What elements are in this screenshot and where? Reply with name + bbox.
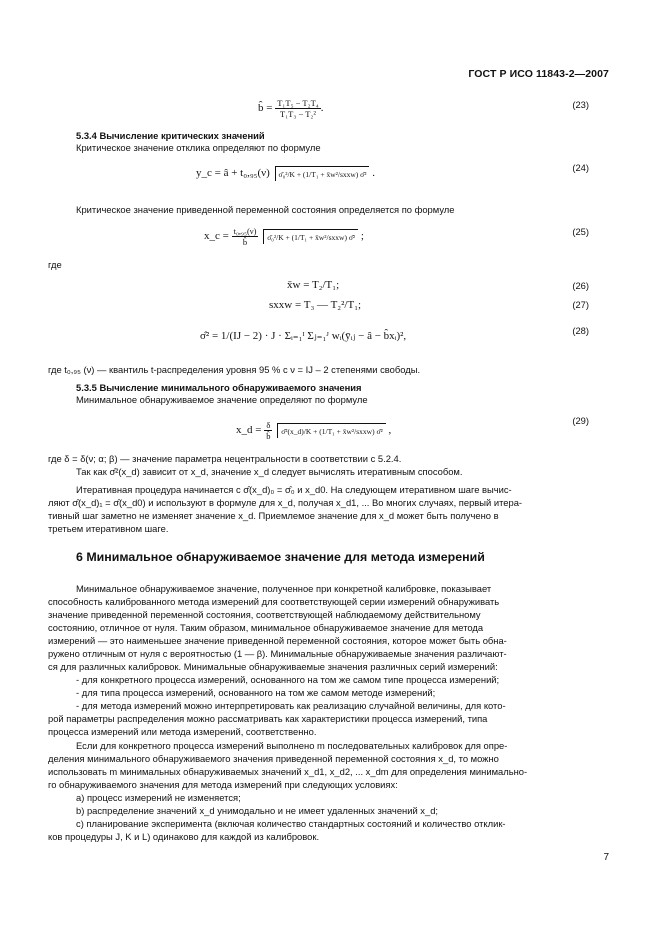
eq24-tail: . (372, 167, 375, 180)
eq28-number: (28) (572, 325, 589, 336)
eq29-tail: , (388, 424, 392, 437)
p6a-line-6: ружено отличным от нуля с вероятностью (1 — β). Минимальные обнаруживаемые значения различают- (48, 648, 507, 659)
section-6-heading: 6 Минимальное обнаруживаемое значение для метода измерений (76, 550, 485, 564)
page-number: 7 (603, 852, 609, 863)
eq23-numerator: T₁T₅ − T₂T₄ (277, 98, 319, 108)
where-label-1: где (48, 259, 62, 270)
eq24-lhs: y_c = â + t₀,₉₅(ν) (196, 167, 270, 180)
eq23-fraction (275, 98, 321, 119)
iteration-paragraph-1: Так как σ̂²(x_d) зависит от x_d, значение x_d следует вычислять итеративным способом. (76, 466, 463, 477)
section-5-3-4-intro: Критическое значение отклика определяют по формуле (76, 142, 321, 153)
iteration-line-1: Итеративная процедура начинается с σ̂(x_d)₀ = σ̂₀ и x_d0. На следующем итеративном шаге вычис- (76, 484, 512, 495)
list2-item-a: a) процесс измерений не изменяется; (76, 792, 241, 803)
list1-item-2: - для типа процесса измерений, основанного на том же самом методе измерений; (76, 687, 436, 698)
eq29-lhs: x_d = (236, 424, 262, 437)
p6a-line-7: ся для различных калибровок. Минимальные обнаруживаемые значения различных серий измерений: (48, 661, 498, 672)
eq25-fraction (232, 226, 259, 247)
t095-paragraph: где t₀,₉₅ (ν) — квантиль t-распределения уровня 95 % с ν = IJ – 2 степенями свободы. (48, 364, 421, 375)
list2-item-c: c) планирование эксперимента (включая количество стандартных состояний и количество отклик- (76, 818, 506, 829)
standard-code-header: ГОСТ Р ИСО 11843-2—2007 (468, 68, 609, 80)
equation-23 (258, 98, 323, 119)
p6a-line-2: способность калиброванного метода измерений для соответствующей серии измерений обнаруживать (48, 596, 500, 607)
equation-27: sxxw = T₃ — T₂²/T₁; (269, 299, 362, 311)
eq23-denominator: T₁T₃ − T₂² (280, 109, 316, 119)
equation-29 (236, 420, 391, 441)
iteration-line-2: ляют σ̂(x_d)₁ = σ̂(x_d0) и используют в формуле для x_d, получая x_d1, ... Во многих случаях, первый итера- (48, 497, 523, 508)
section-5-3-4-title: 5.3.4 Вычисление критических значений (76, 130, 265, 141)
p6b-line-3: использовать m минимальных обнаруживаемых значений x_d1, x_d2, ... x_dm для определения минимально- (48, 766, 528, 777)
p6a-line-1: Минимальное обнаруживаемое значение, полученное при конкретной калибровке, показывает (76, 583, 492, 594)
eq26-number: (26) (572, 280, 589, 291)
eq25-number: (25) (572, 226, 589, 237)
crit-state-paragraph: Критическое значение приведенной переменной состояния определяется по формуле (76, 204, 455, 215)
section-5-3-5-intro: Минимальное обнаруживаемое значение определяют по формуле (76, 394, 368, 405)
eq23-tail: . (320, 102, 324, 115)
p6a-line-5: измерений — это наименьшее значение приведенной переменной состояния, которое может быть обна- (48, 635, 507, 646)
eq29-numerator: δ (264, 420, 272, 431)
eq29-number: (29) (572, 415, 589, 426)
p6b-line-1: Если для конкретного процесса измерений выполнено m последовательных калибровок для опре- (76, 740, 508, 751)
list2-item-b: b) распределение значений x_d унимодально и не имеет удаленных значений x_d; (76, 805, 439, 816)
p6b-line-4: го обнаруживаемого значения для метода измерений при следующих условиях: (48, 779, 398, 790)
list1-item-3-cont-2: процесса измерений или метода измерений, соответственно. (48, 726, 317, 737)
eq23-number: (23) (572, 99, 589, 110)
p6a-line-3: значение приведенной переменной состояния, соответствующей наблюдаемому действительному (48, 609, 481, 620)
list1-item-1: - для конкретного процесса измерений, основанного на том же самом типе процесса измерений; (76, 674, 500, 685)
eq24-radical: σ̂₀²/K + (1/T₁ + x̄w²/sxxw) σ̂² (275, 166, 370, 181)
equation-25 (204, 226, 364, 247)
section-5-3-5-title: 5.3.5 Вычисление минимального обнаруживаемого значения (76, 382, 362, 393)
eq25-numerator: t₀,₉₅(ν) (233, 226, 257, 236)
eq24-number: (24) (572, 162, 589, 173)
equation-24 (196, 166, 375, 181)
iteration-line-4: третьем итеративном шаге. (48, 523, 169, 534)
eq29-fraction (264, 420, 272, 441)
eq25-lhs: x_c = (204, 230, 229, 243)
eq27-number: (27) (572, 299, 589, 310)
equation-28: σ̂² = 1/(IJ − 2) · J · Σᵢ₌₁ᴵ Σⱼ₌₁ᴶ wᵢ(ȳᵢⱼ − â − b̂xᵢ)², (200, 330, 407, 342)
list2-item-c-cont: ков процедуры J, K и L) одинаково для каждой из калибровок. (48, 831, 320, 842)
eq25-denominator: b̂ (242, 237, 248, 247)
eq29-radical: σ̂²(x_d)/K + (1/T₁ + x̄w²/sxxw) σ̂² (277, 423, 386, 438)
delta-paragraph: где δ = δ(ν; α; β) — значение параметра нецентральности в соответствии с 5.2.4. (48, 453, 402, 464)
eq25-tail: ; (360, 230, 364, 243)
iteration-line-3: тивный шаг заметно не изменяет значение x_d. Приемлемое значение для x_d может быть получено в (48, 510, 499, 521)
eq23-lhs: b̂ = (258, 102, 273, 115)
eq25-radical: σ̂₀²/K + (1/T₁ + x̄w²/sxxw) σ̂² (263, 229, 358, 244)
list1-item-3-cont-1: рой параметры распределения можно рассматривать как характеристики процесса измерений, типа (48, 713, 488, 724)
p6b-line-2: деления минимального обнаруживаемого значения приведенной переменной состояния x_d, то можно (48, 753, 499, 764)
eq29-denominator: b̂ (266, 431, 271, 441)
equation-26: x̄w = T₂/T₁; (287, 279, 340, 291)
list1-item-3: - для метода измерений можно интерпретировать как реализацию случайной величины, для кото- (76, 700, 506, 711)
p6a-line-4: состоянию, отличное от нуля. Таким образом, минимальное обнаруживаемое значение для метода (48, 622, 484, 633)
